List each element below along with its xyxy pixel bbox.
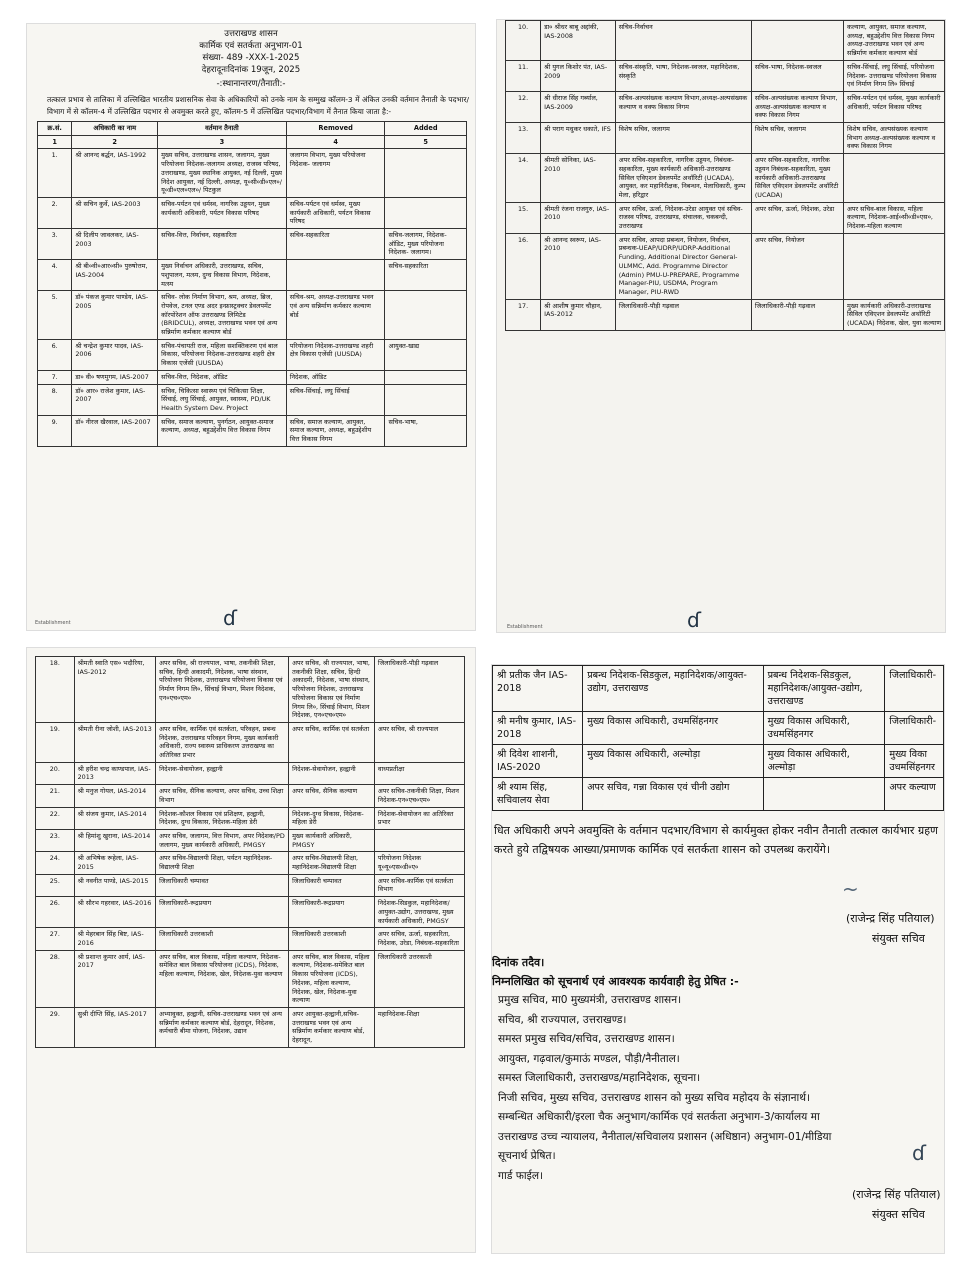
table-cell: निदेशक-सेवायोजन का अतिरिक्त प्रभार [374, 807, 464, 829]
table-row [36, 897, 465, 928]
table-row [36, 722, 465, 762]
table-row [38, 291, 467, 340]
col-header: Removed [286, 122, 385, 136]
table-cell: 24. [36, 852, 75, 874]
table-cell: जिलाधिकारी चम्पावत [156, 874, 289, 896]
table-cell: 27. [36, 928, 75, 950]
table-cell: 3. [38, 229, 72, 260]
table-row [38, 339, 467, 370]
table-cell: श्री चन्द्रेश कुमार यादव, IAS-2006 [72, 339, 158, 370]
table-cell: 1. [38, 149, 72, 198]
table-cell: जिलाधिकारी उत्तरकाशी [374, 950, 464, 1007]
table-cell: सचिव-सहकारिता [385, 260, 467, 291]
table-cell: सचिव-पर्यटन एवं धर्मस्व, नागरिक उड्डयन, मुख्य कार्यकारी अधिकारी, पर्यटन विकास परिषद [158, 197, 287, 228]
table-cell: श्री आनन्द स्वरूप, IAS-2010 [541, 233, 616, 299]
table-cell: श्री श्याम सिंह, सचिवालय सेवा [493, 778, 583, 811]
table-cell: श्री पराग मधुकर धकाते, IFS [541, 123, 616, 154]
table-cell [844, 154, 945, 203]
table-cell: प्रबन्ध निदेशक-सिडकुल, महानिदेशक/आयुक्त-उद्योग, उत्तराखण्ड [583, 666, 763, 712]
table-row [493, 712, 944, 745]
transfer-table [37, 121, 467, 447]
table-cell: निदेशक-सेवायोजन, हल्द्वानी [289, 762, 375, 784]
table-row [38, 197, 467, 228]
table-cell: 21. [36, 785, 75, 807]
table-cell: 29. [36, 1007, 75, 1047]
document-page-3 [27, 648, 475, 1252]
table-cell: श्रीमती स्वाति एस० भदौरिया, IAS-2012 [74, 657, 156, 723]
table-cell: श्री प्रतीक जैन IAS-2018 [493, 666, 583, 712]
list-item: आयुक्त, गढ़वाल/कुमाऊं मण्डल, पौड़ी/नैनीताल। [498, 1052, 680, 1065]
table-cell: अपर सचिव, ऊर्जा, निदेशक, उरेडा [751, 202, 843, 233]
transfer-table-final [492, 665, 944, 811]
table-cell: अभ्यावुक्त, हल्द्वानी, सचिव-उत्तराखण्ड भवन एवं अन्य सन्निर्माण कर्मकार कल्याण बोर्ड, देहरादून, निदेशक, कर्मचारी बीमा योजना, निदेशक, उद्यान [156, 1007, 289, 1047]
table-cell: जिलाधिकारी-रूद्रप्रयाग [156, 897, 289, 928]
table-row [506, 91, 945, 122]
table-row [36, 657, 465, 723]
table-cell: 14. [506, 154, 541, 203]
col-header: अधिकारी का नाम [72, 122, 158, 136]
table-cell: डा० वी० षणमुगम, IAS-2007 [72, 370, 158, 384]
table-row [36, 762, 465, 784]
list-item: समस्त प्रमुख सचिव/सचिव, उत्तराखण्ड शासन। [498, 1033, 675, 1045]
table-cell: मुख्य कार्यकारी अधिकारी, PMGSY [289, 829, 375, 851]
table-cell: सचिव-पर्यटन एवं धर्मस्व, मुख्य कार्यकारी अधिकारी, पर्यटन विकास परिषद [286, 197, 385, 228]
table-row [493, 778, 944, 811]
table-cell: 17. [506, 299, 541, 330]
table-row [36, 1007, 465, 1047]
col-number: 5 [385, 135, 467, 149]
table-cell: अपर सचिव, श्री राज्यपाल, भाषा, तकनीकी शिक्षा, सचिव, हिन्दी अकादमी, निदेशक, भाषा संस्थान, परियोजना निदेशक, उत्तराखण्ड परियोजना विकास एवं निर्माण निगम लि०, सिंचाई विभाग, मिशन निदेशक, एन०एच०एम० [156, 657, 289, 723]
table-cell: परियोजना निदेशक-उत्तराखण्ड शहरी क्षेत्र विकास एजेंसी (UUSDA) [286, 339, 385, 370]
table-cell: 13. [506, 123, 541, 154]
table-cell [385, 149, 467, 198]
table-cell: विशेष सचिव, अल्पसंख्यक कल्याण विभाग अध्यक्ष-अल्पसंख्यक कल्याण व वक्फ विकास निगम [844, 123, 945, 154]
table-cell: 15. [506, 202, 541, 233]
signatory-name: (राजेन्द्र सिंह पतियाल) [846, 912, 935, 925]
table-cell: अपर सचिव, नियोजन [751, 233, 843, 299]
table-row [493, 666, 944, 712]
list-item: समस्त जिलाधिकारी, उत्तराखण्ड/महानिदेशक, सूचना। [498, 1072, 701, 1084]
table-cell: श्री आनन्द बर्द्धन, IAS-1992 [72, 149, 158, 198]
table-cell: महानिदेशक-शिक्षा [374, 1007, 464, 1047]
table-cell: अपर सचिव, श्री राज्यपाल, भाषा, तकनीकी शिक्षा, सचिव, हिन्दी अकादमी, निदेशक, भाषा संस्थान, परियोजना निदेशक, उत्तराखण्ड परियोजना विकास एवं निर्माण निगम लि०, सिंचाई विभाग, मिशन निदेशक, एन०एच०एम० [289, 657, 375, 723]
table-cell: सचिव, समाज कल्याण, पुनर्गठन, आयुक्त-समाज कल्याण, अध्यक्ष, बहुउद्देशीय वित्त विकास निगम [158, 415, 287, 446]
table-cell: 2. [38, 197, 72, 228]
signatory-name: (राजेन्द्र सिंह पतियाल) [852, 1188, 941, 1201]
table-cell: सचिव-सिंचाई, लघु सिंचाई [286, 384, 385, 415]
table-cell: 20. [36, 762, 75, 784]
table-row [506, 202, 945, 233]
table-cell: श्री अभिषेक रूहेला, IAS-2015 [74, 852, 156, 874]
table-cell: जलागम विभाग, मुख्य परियोजना निदेशक- जलागम [286, 149, 385, 198]
table-cell: डा० श्रीधर बाबू अद्दांकी, IAS-2008 [541, 21, 616, 61]
table-row [38, 260, 467, 291]
list-item: प्रमुख सचिव, मा0 मुख्यमंत्री, उत्तराखण्ड शासन। [498, 994, 682, 1006]
signatory-title: संयुक्त सचिव [872, 932, 925, 945]
table-cell: 28. [36, 950, 75, 1007]
table-cell: अपर सचिव-सहकारिता, नागरिक उड्डयन निबंधक-सहकारिता, मुख्य कार्यकारी अधिकारी-उत्तराखण्ड सिविल एविएशन डेवलपमेंट अथॉरिटी (UCADA) [751, 154, 843, 203]
table-cell: अपर कल्याण [885, 778, 944, 811]
table-cell: अपर सचिव-बाल विकास, महिला कल्याण, निदेशक-आई०सी०डी०एस०, निदेशक-महिला कल्याण [844, 202, 945, 233]
table-cell: सचिव-श्रम, अध्यक्ष-उत्तराखण्ड भवन एवं अन्य सन्निर्माण कर्मकार कल्याण बोर्ड [286, 291, 385, 340]
col-number: 4 [286, 135, 385, 149]
table-cell: अपर सचिव, कार्मिक एवं सतर्कता [289, 722, 375, 762]
table-cell: अपर सचिव-कार्मिक एवं सतर्कता विभाग [374, 874, 464, 896]
table-cell [385, 291, 467, 340]
footer-label: Establishment [35, 620, 71, 626]
document-page-1 [27, 24, 475, 630]
table-cell [844, 233, 945, 299]
table-cell: श्री मनीष कुमार, IAS-2018 [493, 712, 583, 745]
table-cell: 23. [36, 829, 75, 851]
signature-mark: ~ [842, 877, 859, 901]
table-row [36, 829, 465, 851]
table-cell: अपर सचिव, बाल विकास, महिला कल्याण, निदेशक-समेकित बाल विकास परियोजना (ICDS), निदेशक, महिला कल्याण, निदेशक, खेल, निदेशक-युवा कल्याण [289, 950, 375, 1007]
list-item: उत्तराखण्ड उच्च न्यायालय, नैनीताल/सचिवालय प्रशासन (अधिष्ठान) अनुभाग-01/मीडिया [498, 1130, 832, 1143]
table-cell: अपर सचिव-विद्यालयी शिक्षा, महानिदेशक-विद्यालयी शिक्षा [289, 852, 375, 874]
table-cell: कल्याण, आयुक्त, समाज कल्याण, अध्यक्ष, बहुउद्देशीय वित्त विकास निगम अध्यक्ष-उत्तराखण्ड भवन एवं अन्य सन्निर्माण कर्मकार कल्याण बोर्ड [844, 21, 945, 61]
table-cell: श्री धीराज सिंह गर्ब्याल, IAS-2009 [541, 91, 616, 122]
table-cell: सचिव-सहकारिता [286, 229, 385, 260]
table-cell: जिलाधिकारी चम्पावत [289, 874, 375, 896]
table-cell: श्री मनुज गोयल, IAS-2014 [74, 785, 156, 807]
table-cell: जिलाधिकारी-पौड़ी गढ़वाल [374, 657, 464, 723]
table-cell: 7. [38, 370, 72, 384]
table-cell: निदेशक-सेवायोजन, हल्द्वानी [156, 762, 289, 784]
col-number: 1 [38, 135, 72, 149]
table-cell: सचिव-भाषा, निदेशक-स्वजल [751, 60, 843, 91]
col-number: 3 [158, 135, 287, 149]
header-number: संख्या- 489 -XXX-1-2025 [202, 53, 300, 63]
table-cell: डॉ० पंकज कुमार पाण्डेय, IAS-2005 [72, 291, 158, 340]
table-cell: सुश्री दीप्ति सिंह, IAS-2017 [74, 1007, 156, 1047]
table-cell: श्री हरीश चन्द्र काण्डपाल, IAS-2013 [74, 762, 156, 784]
col-header: Added [385, 122, 467, 136]
signature-mark: ɗ [687, 608, 701, 632]
table-cell [763, 778, 885, 811]
table-cell: जिलाधिकारी उत्तरकाशी [289, 928, 375, 950]
table-cell: सचिव-वित्त, निदेशक, ऑडिट [158, 370, 287, 384]
col-number: 2 [72, 135, 158, 149]
header-department: कार्मिक एवं सतर्कता अनुभाग-01 [199, 41, 303, 51]
table-header-row [38, 122, 467, 136]
table-cell: डॉ० आर० राजेश कुमार, IAS-2007 [72, 384, 158, 415]
copy-heading: निम्नलिखित को सूचनार्थ एवं आवश्यक कार्यवाही हेतु प्रेषित :- [492, 975, 739, 988]
table-cell [385, 370, 467, 384]
table-cell: अपर सचिव-सहकारिता, नागरिक उड्डयन, निबंधक-सहकारिता, मुख्य कार्यकारी अधिकारी-उत्तराखण्ड सिविल एविएशन डेवलपमेंट अथॉरिटी (UCADA), आयुक्त, कर महानिरीक्षक, निबन्धन, मेलाधिकारी, कुम्भ मेला, हरिद्वार [615, 154, 751, 203]
table-cell [385, 384, 467, 415]
table-cell: श्रीमती रीना जोशी, IAS-2013 [74, 722, 156, 762]
table-cell: जिलाधिकारी-पौड़ी गढ़वाल [751, 299, 843, 330]
table-cell [374, 829, 464, 851]
table-cell: मुख्य विकास अधिकारी, उधमसिंहनगर [583, 712, 763, 745]
header-state: उत्तराखण्ड शासन [224, 29, 278, 39]
table-cell: अपर सचिव-तकनीकी शिक्षा, मिशन निदेशक-एन०एच०एम० [374, 785, 464, 807]
table-row [506, 154, 945, 203]
table-row [506, 60, 945, 91]
table-cell: 22. [36, 807, 75, 829]
table-row [36, 928, 465, 950]
table-cell: जिलाधिकारी- [885, 712, 944, 745]
table-cell [385, 197, 467, 228]
table-cell: सचिव-पंचायती राज, महिला सशक्तिकरण एवं बाल विकास, परियोजना निदेशक-उत्तराखण्ड शहरी क्षेत्र विकास एजेंसी (UUSDA) [158, 339, 287, 370]
list-item: गार्ड फाईल। [498, 1169, 544, 1182]
table-row [36, 785, 465, 807]
table-cell: सचिव-अल्पसंख्यक कल्याण विभाग,अध्यक्ष-अल्पसंख्यक कल्याण व वक्फ विकास निगम [615, 91, 751, 122]
table-row [36, 950, 465, 1007]
table-cell: 10. [506, 21, 541, 61]
list-item: सचिव, श्री राज्यपाल, उत्तराखण्ड। [498, 1013, 627, 1026]
table-cell: अपर सचिव, ऊर्जा, सहकारिता, निदेशक, उरेडा, निबंधक-सहकारिता [374, 928, 464, 950]
table-cell: अपर सचिव, आपदा प्रबन्धन, नियोजन, निर्वाचन, प्रबन्धक-UEAP/UDRP/UDRP-Additional Funding, Additional Director General-ULMMC, Add. Programme Director (Admin) PMU-U-PREPARE, Programme Manager-PIU, USDMA, Program Manager, PIU-RWD [615, 233, 751, 299]
footer-label: Establishment [507, 624, 543, 630]
table-cell: 6. [38, 339, 72, 370]
table-cell: 12. [506, 91, 541, 122]
table-row [38, 149, 467, 198]
table-row [36, 807, 465, 829]
table-cell: डॉ० नीरज खैरवाल, IAS-2007 [72, 415, 158, 446]
table-cell: अपर सचिव, ऊर्जा, निदेशक-उरेडा आयुक्त एवं सचिव-राजस्व परिषद, उत्तराखण्ड, संचालक, चकबन्दी, उत्तराखण्ड [615, 202, 751, 233]
table-cell: अपर सचिव, सैनिक कल्याण [289, 785, 375, 807]
table-cell: 16. [506, 233, 541, 299]
table-cell: श्रीमती सोनिका, IAS-2010 [541, 154, 616, 203]
table-cell: श्री प्रशान्त कुमार आर्य, IAS-2017 [74, 950, 156, 1007]
table-cell: अपर सचिव, बाल विकास, महिला कल्याण, निदेशक-समेकित बाल विकास परियोजना (ICDS), निदेशक, महिला कल्याण, निदेशक, खेल, निदेशक-युवा कल्याण [156, 950, 289, 1007]
table-row [38, 415, 467, 446]
table-cell: निदेशक-कौशल विकास एवं प्रशिक्षण, हल्द्वानी, निदेशक, दुग्ध विकास, निदेशक-महिला डेरी [156, 807, 289, 829]
col-header: वर्तमान तैनाती [158, 122, 287, 136]
table-cell: 8. [38, 384, 72, 415]
table-row [506, 233, 945, 299]
list-item: सम्बन्धित अधिकारी/इरला चैक अनुभाग/कार्मिक एवं सतर्कता अनुभाग-3/कार्यालय मा [498, 1111, 820, 1123]
table-cell: अपर सचिव, कार्मिक एवं सतर्कता, परिवहन, प्रबन्ध निदेशक, उत्तराखण्ड परिवहन निगम, मुख्य कार्यकारी अधिकारी, राज्य स्वास्थ्य प्राधिकरण उत्तराखण्ड का अतिरिक्त प्रभार [156, 722, 289, 762]
table-cell: श्री सौरभ गहरवार, IAS-2016 [74, 897, 156, 928]
table-row [36, 874, 465, 896]
table-cell: 26. [36, 897, 75, 928]
table-cell: परियोजना निदेशक यू०यू०एस०डी०ए० [374, 852, 464, 874]
table-cell: सचिव-पर्यटन एवं धर्मस्व, मुख्य कार्यकारी अधिकारी, पर्यटन विकास परिषद [844, 91, 945, 122]
table-cell: विशेष सचिव, जलागम [751, 123, 843, 154]
copy-list [498, 991, 938, 1186]
table-cell: अपर सचिव-विद्यालयी शिक्षा, पर्यटन महानिदेशक- विद्यालयी शिक्षा [156, 852, 289, 874]
table-cell: श्री युगल किशोर पंत, IAS-2009 [541, 60, 616, 91]
table-cell: मुख्य विकास अधिकारी, अल्मोड़ा [763, 745, 885, 778]
table-cell: मुख्य कार्यकारी अधिकारी-उत्तराखण्ड सिविल एविएशन डेवलपमेंट अथॉरिटी (UCADA) निदेशक, खेल, युवा कल्याण [844, 299, 945, 330]
table-cell: सचिव, चिकित्सा स्वास्थ्य एवं चिकित्सा शिक्षा, सिंचाई, लघु सिंचाई, आयुक्त, स्वास्थ्य, PD/UK Health System Dev. Project [158, 384, 287, 415]
table-row [506, 123, 945, 154]
table-cell: सचिव-निर्वाचन [615, 21, 751, 61]
header-date: देहरादूनःदिनांक 19जून, 2025 [201, 65, 301, 75]
table-cell: मुख्य विका उधमसिंहनगर [885, 745, 944, 778]
intro-paragraph: तत्काल प्रभाव से तालिका में उल्लिखित भारतीय प्रशासनिक सेवा के अधिकारियों को उनके नाम के सम्मुख कॉलम-3 में अंकित उनकी वर्तमान तैनाती के पदभार/विभाग में से कॉलम-4 में उल्लिखित पदभार से अवमुक्त करते हुए, कॉलम-5 में उल्लिखित पदभार/विभाग में तैनात किया जाता है:- [47, 95, 469, 116]
list-item: सूचनार्थ प्रेषित। [498, 1150, 556, 1162]
table-cell: श्री संजय कुमार, IAS-2014 [74, 807, 156, 829]
table-row [36, 852, 465, 874]
table-row [38, 384, 467, 415]
table-row [38, 370, 467, 384]
table-cell: श्री आशीष कुमार चौहान, IAS-2012 [541, 299, 616, 330]
table-cell: 25. [36, 874, 75, 896]
table-cell: जिलाधिकारी- [885, 666, 944, 712]
signature-mark: ɗ [223, 606, 237, 630]
table-cell: निदेशक-दुग्ध विकास, निदेशक-महिला डेरी [289, 807, 375, 829]
table-cell: श्री बी०वी०आर०सी० पुरुषोत्तम, IAS-2004 [72, 260, 158, 291]
header-subject: -:स्थानान्तरण/तैनाती:- [216, 79, 286, 89]
table-cell: 5. [38, 291, 72, 340]
signature-mark: ɗ [912, 1141, 926, 1165]
table-cell [751, 21, 843, 61]
table-cell: 18. [36, 657, 75, 723]
document-page-2 [497, 20, 945, 632]
table-cell: 4. [38, 260, 72, 291]
table-cell: मुख्य विकास अधिकारी, उधमसिंहनगर [763, 712, 885, 745]
table-row [506, 21, 945, 61]
table-cell: श्री नवनीत पाण्डे, IAS-2015 [74, 874, 156, 896]
table-cell: प्रबन्ध निदेशक-सिडकुल, महानिदेशक/आयुक्त-उद्योग, उत्तराखण्ड [763, 666, 885, 712]
table-cell: सचिव-सिंचाई, लघु सिंचाई, परियोजना निदेशक- उत्तराखण्ड परियोजना विकास एवं निर्माण निगम लि० सिंचाई [844, 60, 945, 91]
table-cell: मुख्य विकास अधिकारी, अल्मोड़ा [583, 745, 763, 778]
table-cell: अपर सचिव, जलागम, वित्त विभाग, अपर निदेशक/PD जलागम, मुख्य कार्यकारी अधिकारी, PMGSY [156, 829, 289, 851]
table-cell: सचिव- लोक निर्माण विभाग, श्रम, अध्यक्ष, ब्रिज, रोपवेज, टनल एण्ड अदर इन्फ्रास्ट्रक्चर डेवलपमेंट कॉरपोरेशन ऑफ उत्तराखण्ड लिमिटेड (BRIDCUL), अध्यक्ष, उत्तराखण्ड भवन एवं अन्य सन्निर्माण कर्मकार कल्याण बोर्ड [158, 291, 287, 340]
table-row [38, 229, 467, 260]
document-page-4 [492, 665, 944, 1253]
date-line: दिनांक तदैव। [492, 956, 545, 969]
table-cell: जिलाधिकारी उत्तरकाशी [156, 928, 289, 950]
release-paragraph: धित अधिकारी अपने अवमुक्ति के वर्तमान पदभार/विभाग से कार्यमुक्त होकर नवीन तैनाती तत्काल कार्यभार ग्रहण करते हुये तद्विषयक आख्या/प्रमाणक कार्मिक एवं सतर्कता शासन को उपलब्ध करायेंगे। [494, 824, 938, 856]
table-cell: श्री दिवेश शाशनी, IAS-2020 [493, 745, 583, 778]
table-cell: 9. [38, 415, 72, 446]
table-cell: 11. [506, 60, 541, 91]
table-cell: श्री दिलीप जावलकर, IAS-2003 [72, 229, 158, 260]
table-cell: अपर सचिव, श्री राज्यपाल [374, 722, 464, 762]
col-header: क्र.सं. [38, 122, 72, 136]
table-cell: श्री सचिन कुर्वे, IAS-2003 [72, 197, 158, 228]
table-cell: अपर आयुक्त-हल्द्वानी,सचिव-उत्तराखण्ड भवन एवं अन्य सन्निर्माण कर्मकार कल्याण बोर्ड, देहरादून, [289, 1007, 375, 1047]
table-cell: सचिव-वित्त, निर्वाचन, सहकारिता [158, 229, 287, 260]
table-cell: विशेष सचिव, जलागम [615, 123, 751, 154]
table-cell: जिलाधिकारी-पौड़ी गढ़वाल [615, 299, 751, 330]
transfer-table-continued [35, 656, 465, 1048]
table-cell: सचिव-जलागम, निदेशक-ऑडिट, मुख्य परियोजना निदेशक- जलागम। [385, 229, 467, 260]
table-cell: वाध्यप्रतीक्षा [374, 762, 464, 784]
table-cell: अपर सचिव, सैनिक कल्याण, अपर सचिव, उच्च शिक्षा विभाग [156, 785, 289, 807]
table-cell [286, 260, 385, 291]
table-cell: सचिव-संस्कृति, भाषा, निदेशक-स्वजल, महानिदेशक, संस्कृति [615, 60, 751, 91]
table-cell: श्री हिमांशु खुराना, IAS-2014 [74, 829, 156, 851]
table-cell: सचिव, समाज कल्याण, आयुक्त, समाज कल्याण, अध्यक्ष, बहुउद्देशीय वित्त विकास निगम [286, 415, 385, 446]
column-number-row [38, 135, 467, 149]
table-cell: आयुक्त-खाद्य [385, 339, 467, 370]
table-cell: सचिव-अल्पसंख्यक कल्याण विभाग, अध्यक्ष-अल्पसंख्यक कल्याण व वक्फ विकास निगम [751, 91, 843, 122]
table-cell: निदेशक, ऑडिट [286, 370, 385, 384]
table-cell: निदेशक-सिडकुल, महानिदेशक/आयुक्त-उद्योग, उत्तराखण्ड, मुख्य कार्यकारी अधिकारी, PMGSY [374, 897, 464, 928]
signatory-title: संयुक्त सचिव [872, 1208, 925, 1221]
table-row [506, 299, 945, 330]
table-cell: जिलाधिकारी-रूद्रप्रयाग [289, 897, 375, 928]
table-cell: मुख्य सचिव, उत्तराखण्ड शासन, जलागम, मुख्य परियोजना निदेशक-जलागम अध्यक्ष, राजस्व परिषद, उत्तराखण्ड, मुख्य स्थानिक आयुक्त, नई दिल्ली, मुख्य निदेश आयुक्त, नई दिल्ली, अध्यक्ष, यू०सी०डी०एल०/ यू०डी०एल०एल०/ पिटकुल [158, 149, 287, 198]
table-cell: सचिव-भाषा, [385, 415, 467, 446]
table-cell: अपर सचिव, गन्ना विकास एवं चीनी उद्योग [583, 778, 763, 811]
table-cell: 19. [36, 722, 75, 762]
list-item: निजी सचिव, मुख्य सचिव, उत्तराखण्ड शासन को मुख्य सचिव महोदय के संज्ञानार्थ। [498, 1091, 811, 1104]
transfer-table-continued [505, 20, 945, 331]
table-cell: श्री मेहरबान सिंह बिष्ट, IAS-2016 [74, 928, 156, 950]
table-cell: श्रीमती रंजना राजगुरु, IAS-2010 [541, 202, 616, 233]
table-row [493, 745, 944, 778]
table-cell: मुख्य निर्वाचन अधिकारी, उत्तराखण्ड, सचिव, पशुपालन, मत्स्य, दुग्ध विकास विभाग, निदेशक, मत्स्य [158, 260, 287, 291]
